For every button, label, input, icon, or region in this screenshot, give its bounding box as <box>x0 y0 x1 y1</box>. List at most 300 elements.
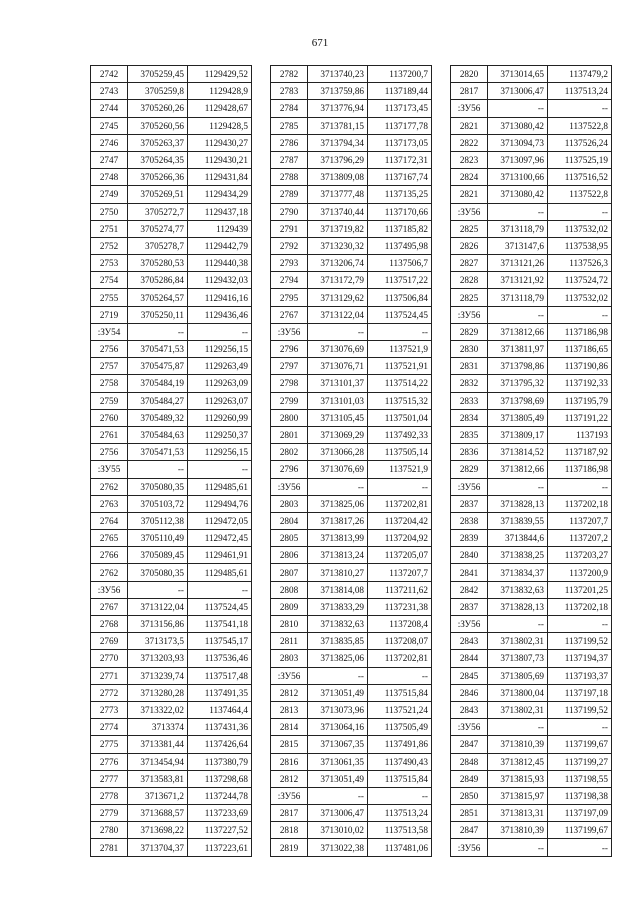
x-coordinate-cell: -- <box>128 461 188 478</box>
x-coordinate-cell: 3713118,79 <box>488 220 548 237</box>
y-coordinate-cell: 1129428,9 <box>188 83 252 100</box>
table-row <box>271 667 432 684</box>
x-coordinate-cell: 3713122,04 <box>308 306 368 323</box>
point-number-cell: 2753 <box>91 255 128 272</box>
x-coordinate-cell: 3713094,73 <box>488 134 548 151</box>
table-row <box>271 684 432 701</box>
page-number: 671 <box>311 37 329 49</box>
y-coordinate-cell: 1137431,36 <box>188 719 252 736</box>
x-coordinate-cell: 3713809,08 <box>308 169 368 186</box>
x-coordinate-cell: 3713835,85 <box>308 633 368 650</box>
point-number-cell: 2786 <box>271 134 308 151</box>
point-number-cell: :ЗУ56 <box>271 667 308 684</box>
x-coordinate-cell: 3713051,49 <box>308 770 368 787</box>
y-coordinate-cell: 1137515,84 <box>368 770 432 787</box>
x-coordinate-cell: 3713805,69 <box>488 667 548 684</box>
table-row <box>271 237 432 254</box>
y-coordinate-cell: 1137199,67 <box>548 822 612 839</box>
y-coordinate-cell: 1129472,05 <box>188 512 252 529</box>
table-row <box>271 598 432 615</box>
y-coordinate-cell: 1137516,52 <box>548 169 612 186</box>
point-number-cell: 2830 <box>451 341 488 358</box>
table-row <box>271 805 432 822</box>
table-row <box>91 203 252 220</box>
y-coordinate-cell: 1137525,19 <box>548 151 612 168</box>
table-row <box>271 289 432 306</box>
table-row <box>451 787 612 804</box>
table-row <box>451 478 612 495</box>
y-coordinate-cell: 1129461,91 <box>188 547 252 564</box>
y-coordinate-cell: 1137244,78 <box>188 787 252 804</box>
x-coordinate-cell: 3705264,35 <box>128 151 188 168</box>
x-coordinate-cell: 3713280,28 <box>128 684 188 701</box>
point-number-cell: 2843 <box>451 701 488 718</box>
table-row <box>451 358 612 375</box>
y-coordinate-cell: 1137521,9 <box>368 341 432 358</box>
y-coordinate-cell: 1137233,69 <box>188 805 252 822</box>
y-coordinate-cell: 1129263,09 <box>188 375 252 392</box>
table-row <box>271 650 432 667</box>
x-coordinate-cell: 3705103,72 <box>128 495 188 512</box>
point-number-cell: 2802 <box>271 444 308 461</box>
table-row <box>451 289 612 306</box>
y-coordinate-cell: 1129430,21 <box>188 151 252 168</box>
y-coordinate-cell: 1137521,91 <box>368 358 432 375</box>
point-number-cell: 2827 <box>451 255 488 272</box>
point-number-cell: 2812 <box>271 770 308 787</box>
y-coordinate-cell: 1137515,32 <box>368 392 432 409</box>
y-coordinate-cell: 1137187,92 <box>548 444 612 461</box>
point-number-cell: 2782 <box>271 66 308 83</box>
point-number-cell: 2831 <box>451 358 488 375</box>
y-coordinate-cell: 1137513,24 <box>548 83 612 100</box>
table-row <box>451 237 612 254</box>
x-coordinate-cell: 3713454,94 <box>128 753 188 770</box>
y-coordinate-cell: -- <box>188 323 252 340</box>
y-coordinate-cell: 1137197,09 <box>548 805 612 822</box>
table-row <box>271 151 432 168</box>
point-number-cell: 2752 <box>91 237 128 254</box>
x-coordinate-cell: 3705484,19 <box>128 375 188 392</box>
x-coordinate-cell: 3705263,37 <box>128 134 188 151</box>
point-number-cell: 2829 <box>451 461 488 478</box>
point-number-cell: :ЗУ56 <box>451 839 488 856</box>
table-row <box>91 323 252 340</box>
y-coordinate-cell: 1137190,86 <box>548 358 612 375</box>
coordinates-table-right <box>450 65 612 857</box>
point-number-cell: 2803 <box>271 650 308 667</box>
point-number-cell: :ЗУ56 <box>271 478 308 495</box>
x-coordinate-cell: 3713844,6 <box>488 530 548 547</box>
point-number-cell: 2822 <box>451 134 488 151</box>
table-row <box>91 186 252 203</box>
y-coordinate-cell: 1129416,16 <box>188 289 252 306</box>
x-coordinate-cell: 3713688,57 <box>128 805 188 822</box>
y-coordinate-cell: 1137298,68 <box>188 770 252 787</box>
x-coordinate-cell: 3713051,49 <box>308 684 368 701</box>
y-coordinate-cell: 1137201,25 <box>548 581 612 598</box>
table-row <box>271 478 432 495</box>
point-number-cell: 2825 <box>451 220 488 237</box>
y-coordinate-cell: 1129256,15 <box>188 341 252 358</box>
x-coordinate-cell: 3713101,03 <box>308 392 368 409</box>
point-number-cell: 2750 <box>91 203 128 220</box>
point-number-cell: :ЗУ56 <box>451 306 488 323</box>
x-coordinate-cell: 3713064,16 <box>308 719 368 736</box>
x-coordinate-cell: 3713704,37 <box>128 839 188 856</box>
table-row <box>91 66 252 83</box>
y-coordinate-cell: 1129434,29 <box>188 186 252 203</box>
table-row <box>271 616 432 633</box>
point-number-cell: :ЗУ56 <box>451 100 488 117</box>
point-number-cell: 2847 <box>451 736 488 753</box>
table-row <box>91 805 252 822</box>
point-number-cell: 2762 <box>91 564 128 581</box>
point-number-cell: 2755 <box>91 289 128 306</box>
x-coordinate-cell: 3713817,26 <box>308 512 368 529</box>
table-row <box>91 289 252 306</box>
table-row <box>271 512 432 529</box>
x-coordinate-cell: 3713066,28 <box>308 444 368 461</box>
table-row <box>451 220 612 237</box>
table-row <box>91 736 252 753</box>
point-number-cell: 2847 <box>451 822 488 839</box>
point-number-cell: 2748 <box>91 169 128 186</box>
point-number-cell: 2817 <box>271 805 308 822</box>
table-row <box>451 753 612 770</box>
y-coordinate-cell: 1129428,67 <box>188 100 252 117</box>
point-number-cell: 2761 <box>91 426 128 443</box>
y-coordinate-cell: 1137524,72 <box>548 272 612 289</box>
y-coordinate-cell: 1137541,18 <box>188 616 252 633</box>
x-coordinate-cell: 3713828,13 <box>488 495 548 512</box>
table-row <box>451 530 612 547</box>
point-number-cell: 2769 <box>91 633 128 650</box>
point-number-cell: 2833 <box>451 392 488 409</box>
y-coordinate-cell: 1137202,18 <box>548 495 612 512</box>
table-row <box>451 461 612 478</box>
x-coordinate-cell: 3713810,39 <box>488 736 548 753</box>
x-coordinate-cell: 3713796,29 <box>308 151 368 168</box>
table-row <box>451 426 612 443</box>
y-coordinate-cell: 1137199,52 <box>548 633 612 650</box>
table-row <box>451 323 612 340</box>
x-coordinate-cell: 3705272,7 <box>128 203 188 220</box>
y-coordinate-cell: 1137517,22 <box>368 272 432 289</box>
x-coordinate-cell: 3713828,13 <box>488 598 548 615</box>
y-coordinate-cell: 1137199,67 <box>548 736 612 753</box>
table-row <box>91 581 252 598</box>
y-coordinate-cell: 1137211,62 <box>368 581 432 598</box>
y-coordinate-cell: 1137513,24 <box>368 805 432 822</box>
table-row <box>91 117 252 134</box>
point-number-cell: :ЗУ54 <box>91 323 128 340</box>
table-row <box>451 134 612 151</box>
point-number-cell: 2826 <box>451 237 488 254</box>
y-coordinate-cell: 1137513,58 <box>368 822 432 839</box>
y-coordinate-cell: -- <box>548 203 612 220</box>
point-number-cell: 2771 <box>91 667 128 684</box>
table-row <box>451 667 612 684</box>
table-row <box>271 272 432 289</box>
y-coordinate-cell: 1137186,98 <box>548 323 612 340</box>
x-coordinate-cell: 3705278,7 <box>128 237 188 254</box>
point-number-cell: 2790 <box>271 203 308 220</box>
table-row <box>91 753 252 770</box>
point-number-cell: 2841 <box>451 564 488 581</box>
x-coordinate-cell: 3713810,27 <box>308 564 368 581</box>
point-number-cell: 2805 <box>271 530 308 547</box>
table-row <box>91 787 252 804</box>
table-row <box>271 341 432 358</box>
point-number-cell: 2810 <box>271 616 308 633</box>
y-coordinate-cell: 1137231,38 <box>368 598 432 615</box>
point-number-cell: 2794 <box>271 272 308 289</box>
point-number-cell: 2793 <box>271 255 308 272</box>
table-row <box>271 633 432 650</box>
y-coordinate-cell: 1137195,79 <box>548 392 612 409</box>
y-coordinate-cell: 1137173,05 <box>368 134 432 151</box>
table-row <box>451 100 612 117</box>
x-coordinate-cell: 3713802,31 <box>488 633 548 650</box>
y-coordinate-cell: 1137204,92 <box>368 530 432 547</box>
x-coordinate-cell: 3713833,29 <box>308 598 368 615</box>
x-coordinate-cell: 3713105,45 <box>308 409 368 426</box>
y-coordinate-cell: 1137538,95 <box>548 237 612 254</box>
table-row <box>271 358 432 375</box>
x-coordinate-cell: 3713805,49 <box>488 409 548 426</box>
table-row <box>91 478 252 495</box>
x-coordinate-cell: 3713156,86 <box>128 616 188 633</box>
x-coordinate-cell: 3713121,92 <box>488 272 548 289</box>
coordinates-table-left <box>90 65 252 857</box>
point-number-cell: 2776 <box>91 753 128 770</box>
point-number-cell: 2818 <box>271 822 308 839</box>
point-number-cell: 2749 <box>91 186 128 203</box>
y-coordinate-cell: 1137227,52 <box>188 822 252 839</box>
x-coordinate-cell: 3705489,32 <box>128 409 188 426</box>
y-coordinate-cell: 1137177,78 <box>368 117 432 134</box>
table-row <box>451 564 612 581</box>
y-coordinate-cell: -- <box>548 719 612 736</box>
point-number-cell: 2778 <box>91 787 128 804</box>
point-number-cell: 2768 <box>91 616 128 633</box>
x-coordinate-cell: 3713172,79 <box>308 272 368 289</box>
point-number-cell: 2798 <box>271 375 308 392</box>
point-number-cell: :ЗУ56 <box>451 203 488 220</box>
table-row <box>91 495 252 512</box>
table-row <box>451 581 612 598</box>
table-row <box>271 701 432 718</box>
y-coordinate-cell: 1137380,79 <box>188 753 252 770</box>
table-row <box>271 581 432 598</box>
y-coordinate-cell: 1137532,02 <box>548 220 612 237</box>
point-number-cell: 2809 <box>271 598 308 615</box>
point-number-cell: 2821 <box>451 117 488 134</box>
table-row <box>451 616 612 633</box>
point-number-cell: 2789 <box>271 186 308 203</box>
x-coordinate-cell: 3713080,42 <box>488 186 548 203</box>
y-coordinate-cell: -- <box>188 581 252 598</box>
x-coordinate-cell: 3713814,52 <box>488 444 548 461</box>
x-coordinate-cell: 3713671,2 <box>128 787 188 804</box>
table-row <box>451 409 612 426</box>
point-number-cell: 2754 <box>91 272 128 289</box>
point-number-cell: 2795 <box>271 289 308 306</box>
table-row <box>271 255 432 272</box>
y-coordinate-cell: 1137167,74 <box>368 169 432 186</box>
point-number-cell: 2774 <box>91 719 128 736</box>
point-number-cell: 2849 <box>451 770 488 787</box>
x-coordinate-cell: 3713809,17 <box>488 426 548 443</box>
x-coordinate-cell: 3713719,82 <box>308 220 368 237</box>
x-coordinate-cell: 3713834,37 <box>488 564 548 581</box>
y-coordinate-cell: -- <box>368 787 432 804</box>
x-coordinate-cell: 3713802,31 <box>488 701 548 718</box>
table-row <box>91 341 252 358</box>
y-coordinate-cell: 1137207,7 <box>368 564 432 581</box>
point-number-cell: 2762 <box>91 478 128 495</box>
point-number-cell: 2806 <box>271 547 308 564</box>
y-coordinate-cell: 1137524,45 <box>188 598 252 615</box>
table-row <box>451 186 612 203</box>
x-coordinate-cell: 3713812,45 <box>488 753 548 770</box>
table-row <box>451 66 612 83</box>
x-coordinate-cell: 3713795,32 <box>488 375 548 392</box>
point-number-cell: :ЗУ56 <box>451 719 488 736</box>
y-coordinate-cell: -- <box>548 100 612 117</box>
y-coordinate-cell: -- <box>368 478 432 495</box>
y-coordinate-cell: 1137526,3 <box>548 255 612 272</box>
table-row <box>91 701 252 718</box>
table-row <box>271 306 432 323</box>
point-number-cell: 2842 <box>451 581 488 598</box>
x-coordinate-cell: 3713810,39 <box>488 822 548 839</box>
y-coordinate-cell: 1129250,37 <box>188 426 252 443</box>
y-coordinate-cell: 1137479,2 <box>548 66 612 83</box>
table-row <box>91 530 252 547</box>
table-row <box>91 272 252 289</box>
table-row <box>271 186 432 203</box>
x-coordinate-cell: 3713147,6 <box>488 237 548 254</box>
point-number-cell: 2819 <box>271 839 308 856</box>
y-coordinate-cell: 1129263,49 <box>188 358 252 375</box>
x-coordinate-cell: 3713076,69 <box>308 461 368 478</box>
x-coordinate-cell: -- <box>488 719 548 736</box>
y-coordinate-cell: 1137185,82 <box>368 220 432 237</box>
y-coordinate-cell: 1137202,18 <box>548 598 612 615</box>
table-row <box>91 392 252 409</box>
table-row <box>451 169 612 186</box>
y-coordinate-cell: 1129428,5 <box>188 117 252 134</box>
table-row <box>271 753 432 770</box>
table-row <box>91 667 252 684</box>
point-number-cell: 2745 <box>91 117 128 134</box>
y-coordinate-cell: 1137202,81 <box>368 650 432 667</box>
x-coordinate-cell: -- <box>488 203 548 220</box>
x-coordinate-cell: 3705259,45 <box>128 66 188 83</box>
point-number-cell: 2850 <box>451 787 488 804</box>
x-coordinate-cell: 3713776,94 <box>308 100 368 117</box>
x-coordinate-cell: 3705471,53 <box>128 341 188 358</box>
y-coordinate-cell: 1137492,33 <box>368 426 432 443</box>
x-coordinate-cell: 3713118,79 <box>488 289 548 306</box>
table-row <box>91 564 252 581</box>
y-coordinate-cell: 1137517,48 <box>188 667 252 684</box>
y-coordinate-cell: -- <box>368 323 432 340</box>
x-coordinate-cell: -- <box>308 323 368 340</box>
point-number-cell: 2804 <box>271 512 308 529</box>
point-number-cell: 2770 <box>91 650 128 667</box>
x-coordinate-cell: 3713173,5 <box>128 633 188 650</box>
point-number-cell: 2813 <box>271 701 308 718</box>
point-number-cell: 2773 <box>91 701 128 718</box>
x-coordinate-cell: 3705266,36 <box>128 169 188 186</box>
table-row <box>451 512 612 529</box>
x-coordinate-cell: 3713374 <box>128 719 188 736</box>
x-coordinate-cell: -- <box>488 100 548 117</box>
x-coordinate-cell: 3713583,81 <box>128 770 188 787</box>
point-number-cell: 2765 <box>91 530 128 547</box>
table-row <box>451 151 612 168</box>
x-coordinate-cell: 3713073,96 <box>308 701 368 718</box>
point-number-cell: 2836 <box>451 444 488 461</box>
x-coordinate-cell: 3705080,35 <box>128 478 188 495</box>
x-coordinate-cell: 3713798,69 <box>488 392 548 409</box>
point-number-cell: 2815 <box>271 736 308 753</box>
table-row <box>451 684 612 701</box>
y-coordinate-cell: 1137506,84 <box>368 289 432 306</box>
point-number-cell: 2838 <box>451 512 488 529</box>
y-coordinate-cell: 1137223,61 <box>188 839 252 856</box>
point-number-cell: 2788 <box>271 169 308 186</box>
x-coordinate-cell: 3713381,44 <box>128 736 188 753</box>
point-number-cell: 2777 <box>91 770 128 787</box>
y-coordinate-cell: 1129430,27 <box>188 134 252 151</box>
x-coordinate-cell: 3705080,35 <box>128 564 188 581</box>
x-coordinate-cell: 3705484,63 <box>128 426 188 443</box>
x-coordinate-cell: 3713812,66 <box>488 461 548 478</box>
table-row <box>451 701 612 718</box>
y-coordinate-cell: 1129494,76 <box>188 495 252 512</box>
y-coordinate-cell: 1137526,24 <box>548 134 612 151</box>
point-number-cell: :ЗУ56 <box>451 616 488 633</box>
x-coordinate-cell: 3713322,02 <box>128 701 188 718</box>
y-coordinate-cell: 1137193,37 <box>548 667 612 684</box>
x-coordinate-cell: 3713014,65 <box>488 66 548 83</box>
y-coordinate-cell: 1137521,24 <box>368 701 432 718</box>
x-coordinate-cell: 3713121,26 <box>488 255 548 272</box>
x-coordinate-cell: 3713203,93 <box>128 650 188 667</box>
x-coordinate-cell: 3713813,99 <box>308 530 368 547</box>
point-number-cell: 2787 <box>271 151 308 168</box>
point-number-cell: :ЗУ55 <box>91 461 128 478</box>
table-row <box>271 117 432 134</box>
x-coordinate-cell: 3705089,45 <box>128 547 188 564</box>
table-row <box>451 306 612 323</box>
table-row <box>451 719 612 736</box>
x-coordinate-cell: 3713230,32 <box>308 237 368 254</box>
x-coordinate-cell: 3705484,27 <box>128 392 188 409</box>
point-number-cell: 2763 <box>91 495 128 512</box>
y-coordinate-cell: 1129440,38 <box>188 255 252 272</box>
x-coordinate-cell: 3713812,66 <box>488 323 548 340</box>
table-row <box>451 598 612 615</box>
y-coordinate-cell: 1137207,7 <box>548 512 612 529</box>
x-coordinate-cell: 3713069,29 <box>308 426 368 443</box>
coordinates-table-middle <box>270 65 432 857</box>
point-number-cell: 2742 <box>91 66 128 83</box>
